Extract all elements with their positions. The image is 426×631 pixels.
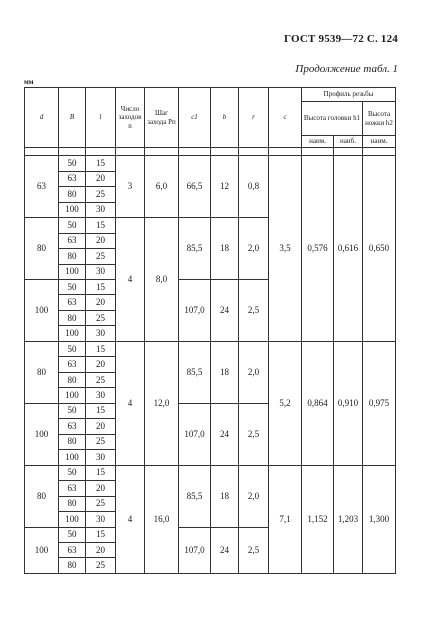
cell-l: 25: [86, 249, 116, 264]
cell-B: 80: [59, 434, 86, 449]
table-row: [25, 341, 396, 356]
cell-h2: 0,975: [363, 341, 396, 465]
cell-r: 2,5: [239, 403, 269, 465]
cell-l: 15: [86, 218, 116, 233]
cell-d: 80: [25, 465, 59, 527]
cell-b: 18: [211, 341, 239, 403]
cell-d: 80: [25, 341, 59, 403]
cell-d: 100: [25, 403, 59, 465]
cell-h1-max: 0,616: [334, 156, 363, 342]
cell-c: 5,2: [269, 341, 302, 465]
cell-l: 25: [86, 372, 116, 387]
cell-l: 25: [86, 496, 116, 511]
gap-cell: [25, 148, 59, 156]
cell-b: 24: [211, 527, 239, 574]
cell-B: 100: [59, 264, 86, 279]
cell-B: 50: [59, 156, 86, 171]
cell-n: 4: [116, 218, 145, 342]
cell-d: 100: [25, 280, 59, 342]
col-B: B: [59, 88, 86, 148]
cell-c1: 107,0: [179, 527, 211, 574]
cell-r: 2,0: [239, 465, 269, 527]
gap-cell: [363, 148, 396, 156]
cell-B: 80: [59, 558, 86, 574]
col-c1: c1: [179, 88, 211, 148]
cell-l: 20: [86, 542, 116, 557]
col-profile: Профиль резьбы: [302, 88, 396, 102]
col-P: Шаг захода Pп: [145, 88, 179, 148]
cell-B: 80: [59, 496, 86, 511]
cell-B: 63: [59, 171, 86, 186]
table-row: [25, 465, 396, 480]
cell-l: 30: [86, 326, 116, 341]
cell-r: 0,8: [239, 156, 269, 218]
cell-c1: 85,5: [179, 218, 211, 280]
cell-l: 15: [86, 527, 116, 542]
cell-B: 100: [59, 388, 86, 403]
cell-l: 15: [86, 156, 116, 171]
cell-c1: 66,5: [179, 156, 211, 218]
cell-r: 2,0: [239, 218, 269, 280]
gap-cell: [269, 148, 302, 156]
cell-n: 3: [116, 156, 145, 218]
col-h2: Высота ножки h2: [363, 102, 396, 136]
cell-B: 63: [59, 419, 86, 434]
col-d: d: [25, 88, 59, 148]
col-h2-min: наим.: [363, 136, 396, 148]
cell-l: 25: [86, 558, 116, 574]
cell-l: 15: [86, 403, 116, 418]
gap-cell: [239, 148, 269, 156]
gap-cell: [302, 148, 334, 156]
table-continuation: Продолжение табл. 1: [295, 63, 398, 75]
cell-B: 63: [59, 542, 86, 557]
cell-l: 15: [86, 465, 116, 480]
cell-B: 80: [59, 249, 86, 264]
cell-b: 18: [211, 218, 239, 280]
cell-B: 63: [59, 357, 86, 372]
cell-c: 7,1: [269, 465, 302, 573]
cell-l: 30: [86, 512, 116, 527]
cell-h2: 1,300: [363, 465, 396, 573]
gap-cell: [334, 148, 363, 156]
gap-cell: [116, 148, 145, 156]
cell-l: 30: [86, 264, 116, 279]
col-l: l: [86, 88, 116, 148]
cell-l: 25: [86, 434, 116, 449]
cell-c1: 107,0: [179, 403, 211, 465]
cell-l: 30: [86, 202, 116, 217]
cell-c: 3,5: [269, 156, 302, 342]
gap-cell: [59, 148, 86, 156]
cell-l: 30: [86, 388, 116, 403]
col-b: b: [211, 88, 239, 148]
cell-P: 16,0: [145, 465, 179, 573]
cell-l: 20: [86, 171, 116, 186]
cell-B: 100: [59, 450, 86, 465]
cell-B: 50: [59, 527, 86, 542]
cell-l: 20: [86, 357, 116, 372]
cell-B: 100: [59, 326, 86, 341]
cell-P: 12,0: [145, 341, 179, 465]
cell-l: 15: [86, 280, 116, 295]
cell-h1-max: 0,910: [334, 341, 363, 465]
cell-P: 6,0: [145, 156, 179, 218]
cell-l: 20: [86, 233, 116, 248]
cell-c1: 107,0: [179, 280, 211, 342]
cell-h1-min: 1,152: [302, 465, 334, 573]
cell-n: 4: [116, 465, 145, 573]
cell-d: 80: [25, 218, 59, 280]
cell-d: 63: [25, 156, 59, 218]
cell-h2: 0,650: [363, 156, 396, 342]
cell-h1-max: 1,203: [334, 465, 363, 573]
cell-B: 80: [59, 372, 86, 387]
cell-r: 2,5: [239, 527, 269, 574]
cell-l: 20: [86, 481, 116, 496]
cell-B: 63: [59, 233, 86, 248]
cell-r: 2,0: [239, 341, 269, 403]
cell-B: 50: [59, 280, 86, 295]
cell-l: 25: [86, 310, 116, 325]
cell-B: 50: [59, 465, 86, 480]
cell-B: 50: [59, 218, 86, 233]
col-n: Число заходов n: [116, 88, 145, 148]
cell-P: 8,0: [145, 218, 179, 342]
cell-b: 12: [211, 156, 239, 218]
col-h1-max: наиб.: [334, 136, 363, 148]
cell-c1: 85,5: [179, 465, 211, 527]
cell-l: 30: [86, 450, 116, 465]
spec-table: [24, 87, 396, 574]
cell-l: 20: [86, 295, 116, 310]
gap-cell: [86, 148, 116, 156]
cell-h1-min: 0,864: [302, 341, 334, 465]
unit-label: мм: [24, 78, 34, 86]
gap-cell: [145, 148, 179, 156]
cell-n: 4: [116, 341, 145, 465]
cell-h1-min: 0,576: [302, 156, 334, 342]
cell-B: 100: [59, 202, 86, 217]
cell-l: 20: [86, 419, 116, 434]
cell-r: 2,5: [239, 280, 269, 342]
cell-l: 15: [86, 341, 116, 356]
cell-l: 25: [86, 187, 116, 202]
col-r: r: [239, 88, 269, 148]
cell-B: 63: [59, 481, 86, 496]
col-c: c: [269, 88, 302, 148]
cell-B: 100: [59, 512, 86, 527]
table-body: [25, 148, 396, 574]
cell-b: 18: [211, 465, 239, 527]
gap-cell: [211, 148, 239, 156]
cell-c1: 85,5: [179, 341, 211, 403]
cell-B: 80: [59, 187, 86, 202]
gost-header: ГОСТ 9539—72 С. 124: [284, 33, 398, 45]
cell-B: 50: [59, 341, 86, 356]
cell-B: 80: [59, 310, 86, 325]
col-h1: Высота головки h1: [302, 102, 363, 136]
cell-B: 50: [59, 403, 86, 418]
cell-d: 100: [25, 527, 59, 574]
table-row: [25, 156, 396, 171]
gap-cell: [179, 148, 211, 156]
cell-b: 24: [211, 403, 239, 465]
cell-B: 63: [59, 295, 86, 310]
cell-b: 24: [211, 280, 239, 342]
col-h1-min: наим.: [302, 136, 334, 148]
